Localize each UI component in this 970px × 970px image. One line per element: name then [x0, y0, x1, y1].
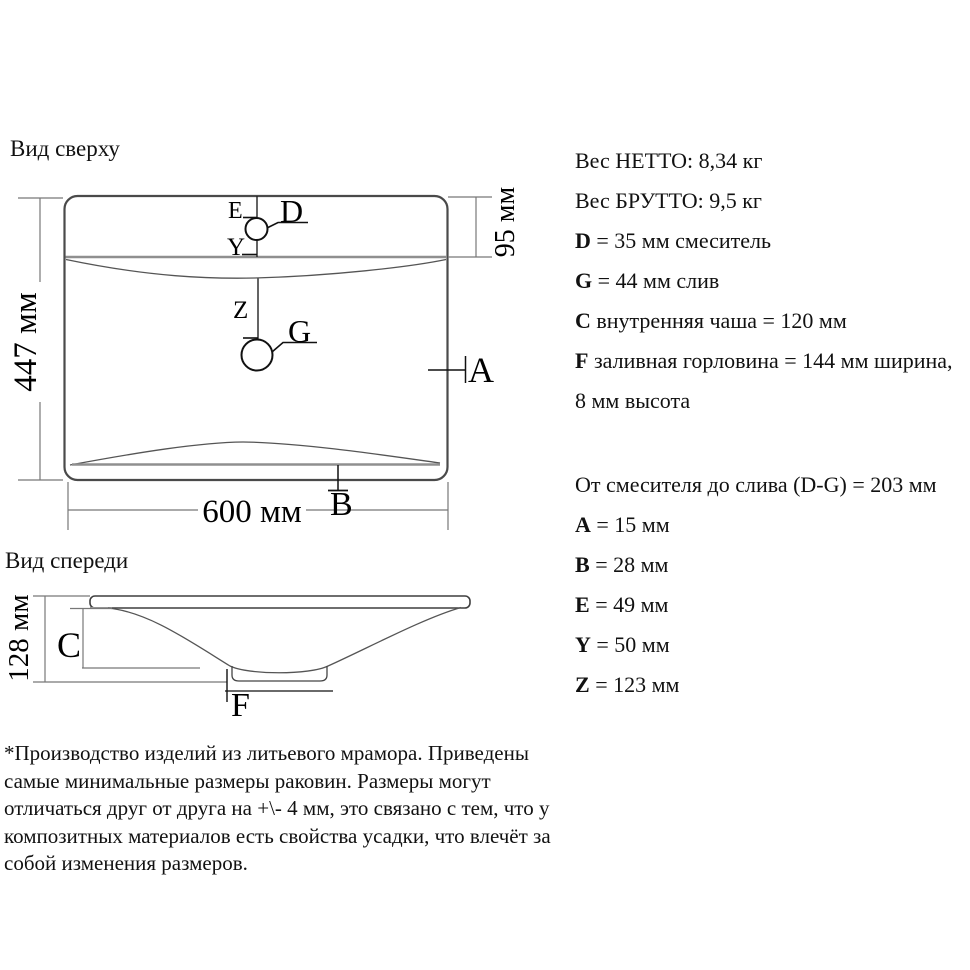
- spec-text: = 49 мм: [589, 592, 669, 617]
- front-view-diagram: [0, 540, 560, 740]
- spec-text: = 15 мм: [590, 512, 670, 537]
- spec-y: [575, 625, 970, 665]
- spec-text: От смесителя до слива (D-G) = 203 мм: [575, 472, 937, 497]
- spec-text: = 44 мм слив: [592, 268, 720, 293]
- spec-b: [575, 545, 970, 585]
- drain-boss: [232, 666, 327, 681]
- label-a: A: [468, 350, 494, 390]
- spec-text: Вес НЕТТО: 8,34 кг: [575, 148, 763, 173]
- spec-bold: F: [575, 348, 589, 373]
- label-f: F: [231, 687, 250, 724]
- spec-a: [575, 505, 970, 545]
- spec-net-weight: [575, 141, 970, 181]
- spec-d: [575, 221, 970, 261]
- spec-bold: G: [575, 268, 593, 293]
- spec-text: внутренняя чаша = 120 мм: [590, 308, 847, 333]
- spec-bold: A: [575, 512, 591, 537]
- spec-gross-weight: [575, 181, 970, 221]
- spec-text: заливная горловина = 144 мм ширина,: [588, 348, 953, 373]
- spec-bold: C: [575, 308, 591, 333]
- label-y: Y: [227, 234, 246, 261]
- label-c: C: [57, 625, 82, 665]
- slab-outline: [90, 596, 470, 608]
- label-z: Z: [233, 297, 249, 324]
- label-d: D: [280, 193, 304, 229]
- spec-c: [575, 301, 970, 341]
- spec-text: = 123 мм: [589, 672, 680, 697]
- height-dim-label: 447 мм: [8, 292, 44, 392]
- spec-text: Вес БРУТТО: 9,5 кг: [575, 188, 762, 213]
- footnote: *Производство изделий из литьевого мрамора. Приведены самые минимальные размеры раковин. Размеры могут отличаться друг от друга на +\- 4 мм, это связано с тем, что у композитных материалов есть свойства усадки, что влечёт за собой изменения размеров.: [4, 741, 551, 875]
- spec-text: = 35 мм смеситель: [590, 228, 772, 253]
- specs-secondary: [575, 465, 970, 705]
- ledge-dim-label: 95 мм: [490, 186, 521, 258]
- spec-z: [575, 665, 970, 705]
- spec-text: 8 мм высота: [575, 388, 691, 413]
- spec-e: [575, 585, 970, 625]
- spec-g: [575, 261, 970, 301]
- label-g: G: [288, 313, 312, 349]
- spec-text: = 28 мм: [589, 552, 669, 577]
- front-view-title: Вид спереди: [5, 548, 129, 573]
- bowl-profile-curve: [108, 608, 461, 673]
- spec-f: [575, 341, 970, 381]
- ledge-dim-ticks: [448, 197, 492, 257]
- spec-dg-distance: [575, 465, 970, 505]
- spec-f-height: [575, 381, 970, 421]
- faucet-hole: [246, 218, 268, 240]
- spec-bold: D: [575, 228, 591, 253]
- specs-primary: [575, 141, 970, 421]
- spec-bold: Z: [575, 672, 590, 697]
- spec-text: = 50 мм: [590, 632, 670, 657]
- front-height-dim-label: 128 мм: [3, 594, 35, 682]
- drain-hole: [242, 340, 273, 371]
- top-view-diagram: [0, 130, 560, 550]
- label-b: B: [330, 486, 353, 523]
- spec-bold: Y: [575, 632, 591, 657]
- width-dim-label: 600 мм: [202, 494, 302, 530]
- spec-bold: B: [575, 552, 590, 577]
- label-e: E: [228, 198, 243, 224]
- spec-bold: E: [575, 592, 590, 617]
- top-view-title: Вид сверху: [10, 136, 120, 161]
- c-dim-ticks: [70, 609, 200, 669]
